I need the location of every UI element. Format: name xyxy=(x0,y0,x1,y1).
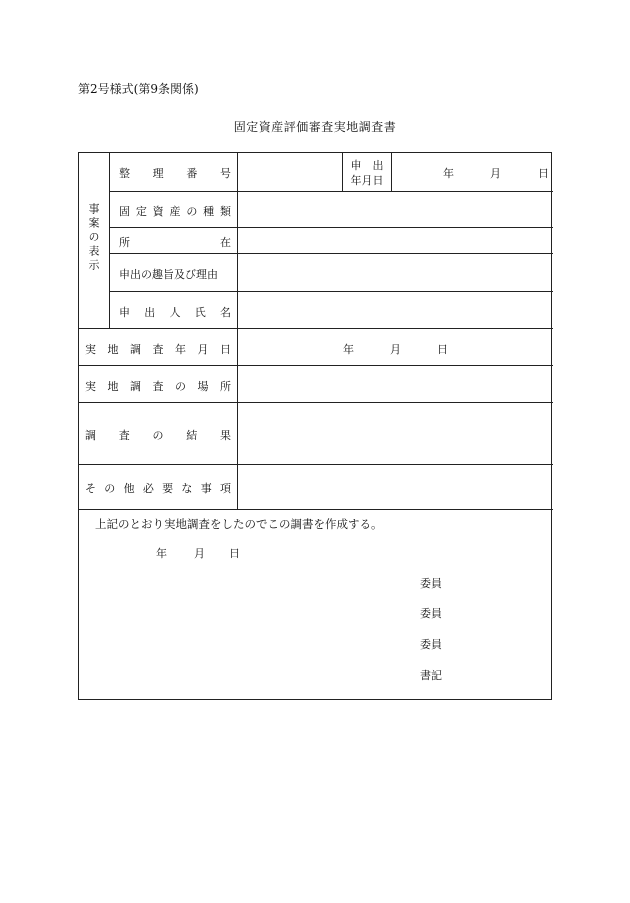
survey-location-value[interactable] xyxy=(238,366,552,402)
char: 月 xyxy=(197,343,209,356)
statement-date-day: 日 xyxy=(229,547,240,560)
filing-date-month: 月 xyxy=(490,167,501,180)
char: 資 xyxy=(152,205,164,218)
property-type-value[interactable] xyxy=(238,192,552,227)
form-number: 第2号様式(第9条関係) xyxy=(78,82,199,96)
char: 査 xyxy=(152,343,164,356)
filing-date-day: 日 xyxy=(538,167,549,180)
applicant-name-value[interactable] xyxy=(238,292,552,328)
signatory-member-1: 委員 xyxy=(420,577,442,590)
char: 所 xyxy=(119,236,130,249)
applicant-name-label xyxy=(119,304,231,320)
char: な xyxy=(181,482,193,495)
char: の xyxy=(186,205,198,218)
char: 実 xyxy=(85,380,96,393)
char: 査 xyxy=(118,429,130,442)
char: 人 xyxy=(169,306,181,319)
char: 果 xyxy=(220,429,231,442)
survey-result-label xyxy=(85,427,231,443)
char: 結 xyxy=(186,429,198,442)
document-title: 固定資産評価審査実地調査書 xyxy=(233,120,397,134)
statement-date[interactable] xyxy=(139,541,249,563)
signatory-member-3: 委員 xyxy=(420,638,442,651)
char: 項 xyxy=(219,482,231,495)
char: 日 xyxy=(220,343,231,356)
char: 申 xyxy=(119,306,130,319)
char: 固 xyxy=(119,205,130,218)
char: 査 xyxy=(152,380,164,393)
char: の xyxy=(104,482,116,495)
filing-date-year: 年 xyxy=(443,167,454,180)
char: 実 xyxy=(85,343,96,356)
char: 番 xyxy=(186,167,198,180)
filing-purpose-label: 申出の趣旨及び理由 xyxy=(119,268,218,281)
char: 整 xyxy=(119,167,130,180)
char: 号 xyxy=(219,167,231,180)
char: 名 xyxy=(220,306,231,319)
survey-form-table xyxy=(78,152,552,700)
survey-date-day: 日 xyxy=(437,343,448,356)
reference-number-value[interactable] xyxy=(238,153,341,191)
char: 在 xyxy=(220,236,231,249)
char: 必 xyxy=(142,482,154,495)
survey-location-label xyxy=(85,378,231,394)
signatory-member-2: 委員 xyxy=(420,607,442,620)
survey-date-label xyxy=(85,341,231,357)
char: 事 xyxy=(200,482,212,495)
char: 場 xyxy=(197,380,209,393)
other-matters-value[interactable] xyxy=(238,465,552,509)
statement-date-year: 年 xyxy=(156,547,167,560)
char: 年 xyxy=(175,343,186,356)
char: の xyxy=(175,380,186,393)
char: 調 xyxy=(130,380,141,393)
survey-date-year: 年 xyxy=(343,343,354,356)
location-value[interactable] xyxy=(238,228,552,253)
location-label xyxy=(119,234,231,250)
char: そ xyxy=(85,482,96,495)
other-matters-label xyxy=(85,480,231,496)
char: 調 xyxy=(130,343,141,356)
filing-purpose-value[interactable] xyxy=(238,254,552,291)
char: 種 xyxy=(203,205,215,218)
char: の xyxy=(152,429,164,442)
filing-date-value[interactable] xyxy=(392,153,552,191)
statement-text: 上記のとおり実地調査をしたのでこの調書を作成する。 xyxy=(95,517,383,531)
survey-result-value[interactable] xyxy=(238,403,552,464)
property-type-label xyxy=(119,203,231,219)
filing-date-label-line1: 申 出 xyxy=(350,159,384,172)
char: 氏 xyxy=(194,306,206,319)
survey-date-value[interactable] xyxy=(238,329,552,365)
filing-date-label-line2: 年月日 xyxy=(350,174,384,187)
statement-date-month: 月 xyxy=(194,547,205,560)
char: 産 xyxy=(169,205,181,218)
char: 定 xyxy=(135,205,147,218)
char: 地 xyxy=(107,343,119,356)
char: 地 xyxy=(107,380,119,393)
char: 出 xyxy=(144,306,156,319)
char: 他 xyxy=(123,482,135,495)
survey-date-month: 月 xyxy=(390,343,401,356)
char: 理 xyxy=(152,167,164,180)
char: 類 xyxy=(219,205,231,218)
reference-number-label xyxy=(119,165,231,181)
char: 所 xyxy=(220,380,231,393)
case-section-label: 事案の表示 xyxy=(87,203,100,273)
char: 調 xyxy=(85,429,96,442)
signatory-clerk: 書記 xyxy=(420,669,442,682)
char: 要 xyxy=(162,482,174,495)
